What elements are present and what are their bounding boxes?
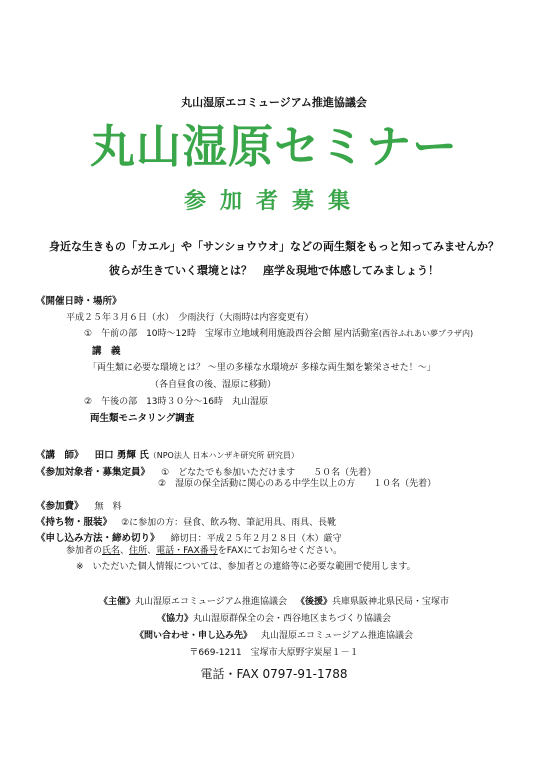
lead-text: をもっと知ってみませんか？	[355, 240, 499, 253]
lecturer-name: 田口 勇輝 氏	[94, 450, 149, 461]
footer-host-line	[0, 594, 548, 607]
lead-line-1	[0, 238, 548, 254]
lead-text: 」などの	[278, 240, 323, 253]
apply-heading: 《申し込み方法・締め切り》	[36, 533, 160, 544]
organizer-name: 丸山湿原エコミュージアム推進協議会	[181, 96, 367, 109]
apply-method-address: 住所	[129, 546, 148, 556]
schedule-am-note: (西谷ふれあい夢プラザ内)	[378, 329, 474, 338]
footer-contact-line	[0, 628, 548, 641]
apply-method-name: 氏名	[102, 546, 121, 556]
lecturer-heading: 《講 師》	[36, 450, 84, 461]
participants-heading: 《参加対象者・募集定員》	[36, 467, 151, 478]
lead-sanshouo: サンショウウオ	[203, 240, 279, 253]
items-heading: 《持ち物・服装》	[36, 517, 113, 528]
apply-method-sep: 、	[120, 546, 130, 556]
pm-survey: 両生類モニタリング調査	[90, 413, 195, 424]
footer-address: 〒669-1211 宝塚市大原野字炭屋１－１	[189, 648, 359, 658]
lead-line-2: 彼らが生きていく環境とは？ 座学＆現地で体感してみましょう！	[109, 264, 439, 277]
schedule-pm: ② 午後の部 13時３０分～16時 丸山湿原	[84, 397, 268, 407]
apply-method	[66, 543, 342, 556]
footer-coop-line	[0, 611, 548, 624]
contact-value: 丸山湿原エコミュージアム推進協議会	[260, 631, 413, 641]
page-title: 丸山湿原セミナー	[89, 120, 458, 173]
lead-ryoseirui: 両生類	[322, 240, 356, 253]
lecture-label: 講 義	[92, 346, 121, 357]
footer-tel: 電話・FAX 0797-91-1788	[200, 667, 348, 681]
host-value: 丸山湿原エコミュージアム推進協議会	[135, 597, 288, 607]
fee-heading: 《参加費》	[36, 501, 84, 512]
schedule-am	[84, 326, 473, 339]
privacy-note: ※ いただいた個人情報については、参加者との連絡等に必要な範囲で使用します。	[76, 562, 416, 572]
host-label: 《主催》	[99, 597, 136, 607]
coop-value: 丸山湿原群保全の会・西谷地区まちづくり協議会	[193, 614, 391, 624]
schedule-date: 平成２５年３月６日（水） 少雨決行（大雨時は内容変更有）	[66, 313, 314, 323]
schedule-heading: 《開催日時・場所》	[36, 296, 122, 307]
lead-kaeru: カエル	[137, 240, 171, 253]
apply-method-text: をFAXにてお知らせください。	[217, 546, 343, 556]
items-value: ②に参加の方：昼食、飲み物、筆記用具、雨具、長靴	[121, 518, 337, 528]
participants-line-2: ② 湿原の保全活動に関心のある中学生以上の方 １０名（先着）	[158, 479, 437, 489]
lead-text: 身近な生きもの「	[49, 240, 138, 253]
lecturer-affiliation: （NPO法人 日本ハンザキ研究所 研究員）	[148, 451, 299, 460]
participants-line-1: ① どなたでも参加いただけます ５０名（先着）	[161, 468, 377, 478]
schedule-am-text: ① 午前の部 10時～12時 宝塚市立地域利用施設西谷会館 屋内活動室	[84, 329, 379, 339]
support-label: 《後援》	[295, 597, 332, 607]
lecture-note: （各自昼食の後、湿原に移動）	[150, 380, 277, 390]
apply-method-sep: 、	[147, 546, 157, 556]
apply-method-text: 参加者の	[66, 546, 103, 556]
lecture-title: 「両生類に必要な環境とは？ ～里の多様な水環境が 多様な両生類を繁栄させた！～」	[88, 363, 436, 373]
lead-text: 」や「	[170, 240, 204, 253]
apply-deadline: 締切日：平成２５年２月２８日（木）厳守	[170, 534, 342, 544]
support-value: 兵庫県阪神北県民局・宝塚市	[331, 597, 449, 607]
coop-label: 《協力》	[157, 614, 194, 624]
apply-method-phone: 電話・FAX番号	[156, 546, 218, 556]
fee-value: 無 料	[94, 502, 122, 512]
contact-label: 《問い合わせ・申し込み先》	[135, 631, 253, 641]
page-subtitle: 参加者募集	[183, 189, 364, 214]
